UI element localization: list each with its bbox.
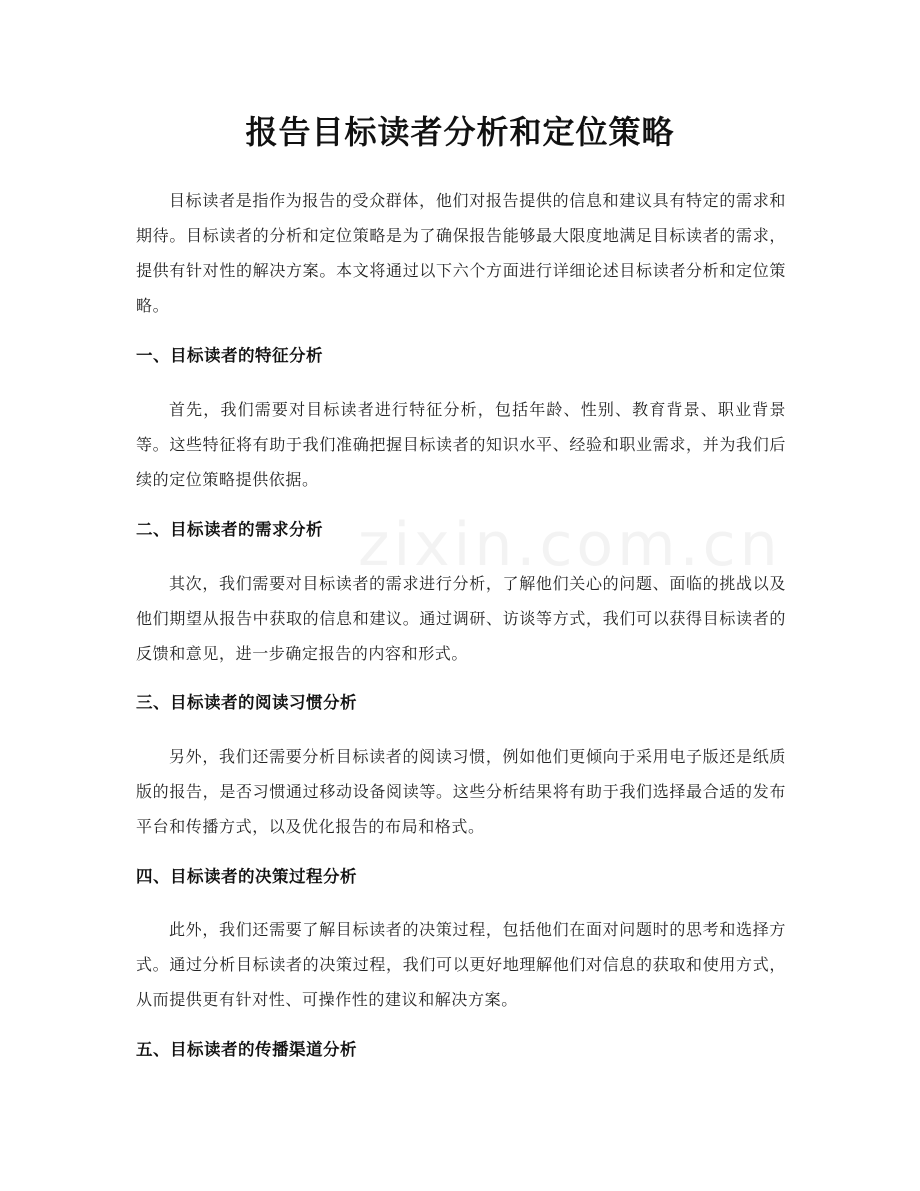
section-heading-2: 二、目标读者的需求分析 [136,520,323,539]
section-body-3: 另外，我们还需要分析目标读者的阅读习惯，例如他们更倾向于采用电子版还是纸质版的报告，是否习惯通过移动设备阅读等。这些分析结果将有助于我们选择最合适的发布平台和传播方式，以及优化报告的布局和格式。 [136,747,786,836]
watermark-text: zixin.com.cn [358,510,782,580]
document-title: 报告目标读者分析和定位策略 [245,113,675,151]
intro-paragraph: 目标读者是指作为报告的受众群体，他们对报告提供的信息和建议具有特定的需求和期待。目标读者的分析和定位策略是为了确保报告能够最大限度地满足目标读者的需求，提供有针对性的解决方案。本文将通过以下六个方面进行详细论述目标读者分析和定位策略。 [136,191,786,315]
section-heading-4: 四、目标读者的决策过程分析 [136,867,357,886]
section-heading-1: 一、目标读者的特征分析 [136,346,323,365]
section-body-4: 此外，我们还需要了解目标读者的决策过程，包括他们在面对问题时的思考和选择方式。通过分析目标读者的决策过程，我们可以更好地理解他们对信息的获取和使用方式，从而提供更有针对性、可操作性的建议和解决方案。 [136,920,786,1009]
section-heading-3: 三、目标读者的阅读习惯分析 [136,693,357,712]
section-body-1: 首先，我们需要对目标读者进行特征分析，包括年龄、性别、教育背景、职业背景等。这些特征将有助于我们准确把握目标读者的知识水平、经验和职业需求，并为我们后续的定位策略提供依据。 [136,400,786,489]
section-heading-5: 五、目标读者的传播渠道分析 [136,1040,357,1059]
section-body-2: 其次，我们需要对目标读者的需求进行分析，了解他们关心的问题、面临的挑战以及他们期望从报告中获取的信息和建议。通过调研、访谈等方式，我们可以获得目标读者的反馈和意见，进一步确定报告的内容和形式。 [136,574,786,663]
